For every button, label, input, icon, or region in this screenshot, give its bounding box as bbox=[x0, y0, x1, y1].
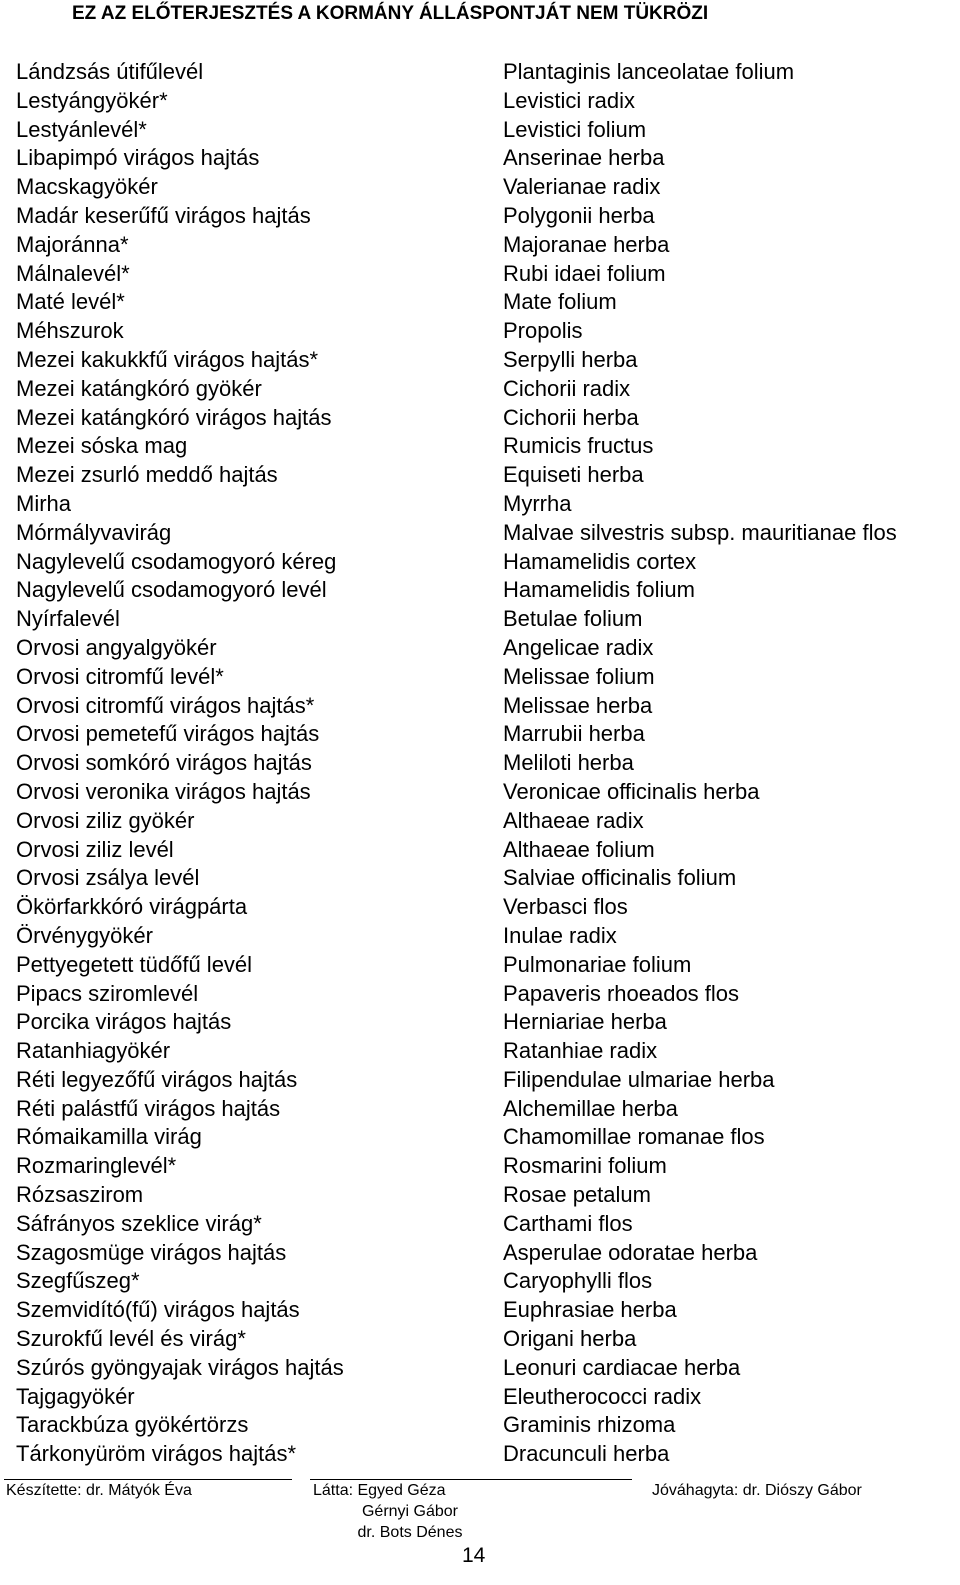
herb-latin-name: Levistici folium bbox=[503, 116, 647, 142]
herb-latin-name: Papaveris rhoeados flos bbox=[503, 980, 740, 1006]
herb-hungarian-name: Mórmályvavirág bbox=[16, 519, 172, 545]
herb-hungarian-name: Nyírfalevél bbox=[16, 606, 120, 632]
herb-latin-name: Origani herba bbox=[503, 1326, 637, 1352]
herb-latin-name: Serpylli herba bbox=[503, 346, 638, 372]
herb-latin-name: Majoranae herba bbox=[503, 231, 670, 257]
herb-latin-name: Caryophylli flos bbox=[503, 1268, 653, 1294]
herb-latin-name: Plantaginis lanceolatae folium bbox=[503, 59, 795, 84]
herb-hungarian-name: Réti legyezőfű virágos hajtás bbox=[16, 1066, 298, 1092]
approved-by: Jóváhagyta: dr. Diószy Gábor bbox=[652, 1482, 862, 1499]
herb-hungarian-name: Réti palástfű virágos hajtás bbox=[16, 1095, 281, 1121]
herb-hungarian-name: Orvosi citromfű virágos hajtás* bbox=[16, 692, 315, 718]
herb-latin-name: Angelicae radix bbox=[503, 634, 654, 660]
herb-hungarian-name: Orvosi pemetefű virágos hajtás bbox=[16, 721, 320, 747]
herb-hungarian-name: Mezei kakukkfű virágos hajtás* bbox=[16, 346, 319, 372]
herb-latin-name: Althaeae radix bbox=[503, 807, 644, 833]
herb-latin-name: Veronicae officinalis herba bbox=[503, 778, 760, 804]
page-number: 14 bbox=[462, 1544, 486, 1567]
herb-hungarian-name: Ratanhiagyökér bbox=[16, 1038, 171, 1064]
herb-latin-name: Myrrha bbox=[503, 490, 572, 516]
herb-latin-name: Althaeae folium bbox=[503, 836, 655, 862]
herb-latin-name: Levistici radix bbox=[503, 87, 636, 113]
herb-hungarian-name: Tarackbúza gyökértörzs bbox=[16, 1412, 249, 1438]
herb-latin-name: Melissae folium bbox=[503, 663, 655, 689]
herb-latin-name: Leonuri cardiacae herba bbox=[503, 1354, 741, 1380]
herb-hungarian-name: Mezei katángkóró virágos hajtás bbox=[16, 404, 332, 430]
herb-latin-name: Ratanhiae radix bbox=[503, 1038, 658, 1064]
herb-latin-name: Hamamelidis folium bbox=[503, 577, 695, 603]
herb-hungarian-name: Nagylevelű csodamogyoró levél bbox=[16, 577, 327, 603]
herb-hungarian-name: Orvosi ziliz levél bbox=[16, 836, 174, 862]
herb-hungarian-name: Szagosmüge virágos hajtás bbox=[16, 1239, 287, 1265]
seen-by-third: dr. Bots Dénes bbox=[357, 1524, 463, 1541]
herb-hungarian-name: Maté levél* bbox=[16, 289, 125, 315]
herb-hungarian-name: Málnalevél* bbox=[16, 260, 130, 286]
herb-hungarian-name: Rómaikamilla virág bbox=[16, 1124, 202, 1150]
herb-latin-name: Cichorii herba bbox=[503, 404, 639, 430]
herb-hungarian-name: Sáfrányos szeklice virág* bbox=[16, 1210, 262, 1236]
herb-hungarian-name: Rózsaszirom bbox=[16, 1182, 144, 1208]
herb-hungarian-name: Ökörfarkkóró virágpárta bbox=[16, 894, 248, 920]
herb-latin-name: Polygonii herba bbox=[503, 202, 655, 228]
herb-hungarian-name: Lestyángyökér* bbox=[16, 87, 168, 113]
herb-latin-name: Alchemillae herba bbox=[503, 1095, 678, 1121]
herb-hungarian-name: Méhszurok bbox=[16, 318, 124, 344]
herb-hungarian-name: Mezei zsurló meddő hajtás bbox=[16, 462, 278, 488]
herb-latin-name: Rubi idaei folium bbox=[503, 260, 666, 286]
herb-latin-name: Dracunculi herba bbox=[503, 1441, 670, 1467]
seen-by: Látta: Egyed Géza bbox=[313, 1482, 446, 1499]
herb-hungarian-name: Szegfűszeg* bbox=[16, 1268, 140, 1294]
herb-latin-name: Propolis bbox=[503, 318, 583, 344]
herb-hungarian-name: Mezei sóska mag bbox=[16, 433, 188, 459]
herb-latin-name: Anserinae herba bbox=[503, 145, 665, 171]
herb-hungarian-name: Nagylevelű csodamogyoró kéreg bbox=[16, 548, 337, 574]
herb-latin-name: Malvae silvestris subsp. mauritianae flos bbox=[503, 519, 897, 545]
herb-hungarian-name: Orvosi zsálya levél bbox=[16, 865, 200, 891]
herb-latin-name: Asperulae odoratae herba bbox=[503, 1239, 758, 1265]
herb-latin-name: Salviae officinalis folium bbox=[503, 865, 737, 891]
herb-hungarian-name: Tárkonyüröm virágos hajtás* bbox=[16, 1441, 297, 1467]
herb-hungarian-name: Orvosi somkóró virágos hajtás bbox=[16, 750, 312, 776]
herb-latin-name: Euphrasiae herba bbox=[503, 1297, 677, 1323]
hungarian-names-column bbox=[16, 58, 344, 1469]
herb-latin-name: Inulae radix bbox=[503, 922, 617, 948]
herb-hungarian-name: Orvosi ziliz gyökér bbox=[16, 807, 195, 833]
herb-hungarian-name: Orvosi angyalgyökér bbox=[16, 634, 217, 660]
herb-latin-name: Carthami flos bbox=[503, 1210, 633, 1236]
herb-hungarian-name: Örvénygyökér bbox=[16, 922, 153, 948]
herb-latin-name: Graminis rhizoma bbox=[503, 1412, 676, 1438]
herb-latin-name: Chamomillae romanae flos bbox=[503, 1124, 765, 1150]
herb-hungarian-name: Macskagyökér bbox=[16, 174, 158, 200]
herb-hungarian-name: Porcika virágos hajtás bbox=[16, 1009, 232, 1035]
seen-by-second: Gérnyi Gábor bbox=[361, 1503, 459, 1520]
herb-hungarian-name: Orvosi citromfű levél* bbox=[16, 663, 224, 689]
herb-latin-name: Meliloti herba bbox=[503, 750, 634, 776]
herb-hungarian-name: Libapimpó virágos hajtás bbox=[16, 145, 260, 171]
herb-hungarian-name: Szúrós gyöngyajak virágos hajtás bbox=[16, 1354, 344, 1380]
herb-hungarian-name: Orvosi veronika virágos hajtás bbox=[16, 778, 311, 804]
herb-latin-name: Mate folium bbox=[503, 289, 617, 315]
herb-latin-name: Pulmonariae folium bbox=[503, 951, 692, 977]
herb-latin-name: Rosmarini folium bbox=[503, 1153, 667, 1179]
herb-hungarian-name: Mirha bbox=[16, 490, 72, 516]
herb-latin-name: Equiseti herba bbox=[503, 462, 644, 488]
latin-names-column bbox=[503, 58, 897, 1469]
herb-latin-name: Verbasci flos bbox=[503, 894, 628, 920]
herb-latin-name: Marrubii herba bbox=[503, 721, 645, 747]
herb-hungarian-name: Lándzsás útifűlevél bbox=[16, 59, 204, 84]
herb-hungarian-name: Tajgagyökér bbox=[16, 1383, 135, 1409]
herb-hungarian-name: Pipacs sziromlevél bbox=[16, 980, 199, 1006]
herb-latin-name: Rumicis fructus bbox=[503, 433, 654, 459]
herb-hungarian-name: Madár keserűfű virágos hajtás bbox=[16, 202, 311, 228]
herb-latin-name: Betulae folium bbox=[503, 606, 643, 632]
herb-latin-name: Valerianae radix bbox=[503, 174, 661, 200]
herb-latin-name: Rosae petalum bbox=[503, 1182, 651, 1208]
herb-latin-name: Cichorii radix bbox=[503, 375, 631, 401]
herb-latin-name: Filipendulae ulmariae herba bbox=[503, 1066, 775, 1092]
page-header: EZ AZ ELŐTERJESZTÉS A KORMÁNY ÁLLÁSPONTJÁT NEM TÜKRÖZI bbox=[72, 3, 709, 24]
prepared-by: Készítette: dr. Mátyók Éva bbox=[6, 1482, 192, 1499]
herb-hungarian-name: Pettyegetett tüdőfű levél bbox=[16, 951, 253, 977]
herb-hungarian-name: Szurokfű levél és virág* bbox=[16, 1326, 246, 1352]
herb-latin-name: Eleutherococci radix bbox=[503, 1383, 702, 1409]
herb-hungarian-name: Rozmaringlevél* bbox=[16, 1153, 177, 1179]
herb-hungarian-name: Majoránna* bbox=[16, 231, 129, 257]
herb-latin-name: Hamamelidis cortex bbox=[503, 548, 697, 574]
herb-latin-name: Herniariae herba bbox=[503, 1009, 667, 1035]
herb-hungarian-name: Szemvidító(fű) virágos hajtás bbox=[16, 1297, 300, 1323]
herb-hungarian-name: Lestyánlevél* bbox=[16, 116, 147, 142]
herb-hungarian-name: Mezei katángkóró gyökér bbox=[16, 375, 262, 401]
herb-latin-name: Melissae herba bbox=[503, 692, 653, 718]
